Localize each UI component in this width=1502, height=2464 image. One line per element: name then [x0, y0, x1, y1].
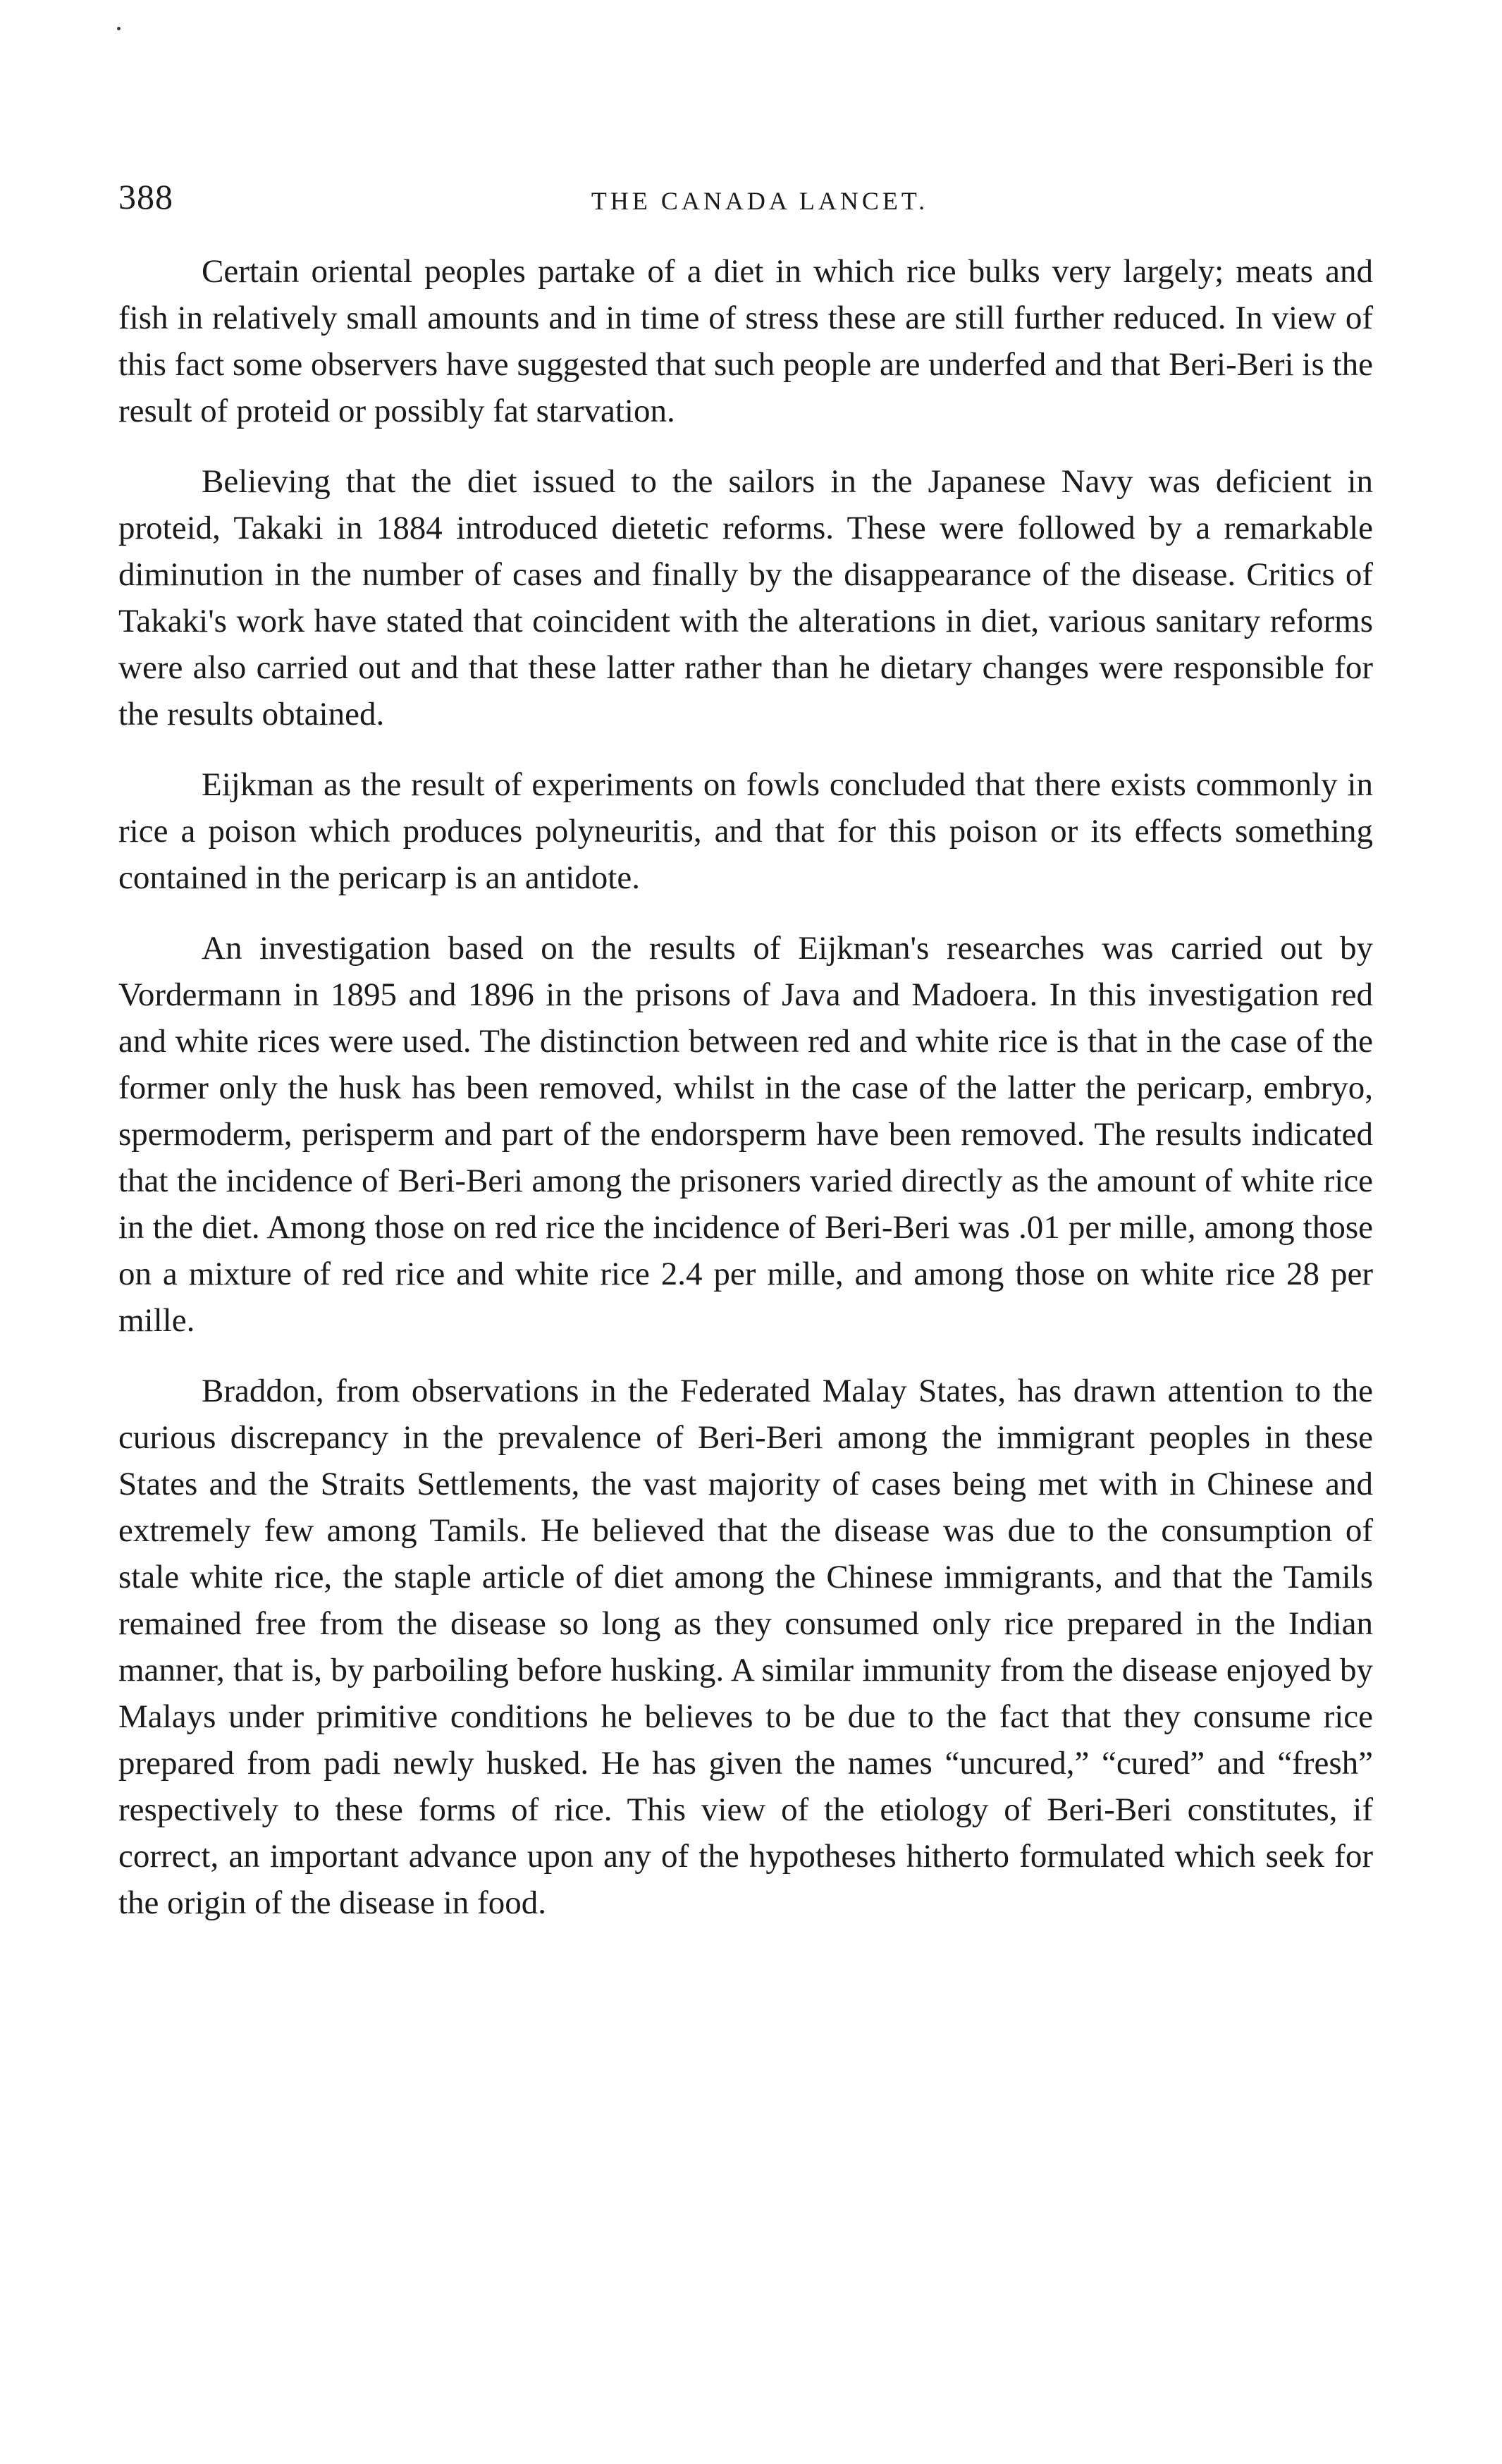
running-head: THE CANADA LANCET.	[591, 187, 929, 215]
paragraph: Eijkman as the result of experiments on fowls concluded that there exists commonly in rice a poison which produces polyneuritis, and that for this poison or its effects something contained in the pericarp is an antidote.	[118, 766, 1373, 896]
paragraph: Believing that the diet issued to the sailors in the Japanese Navy was deficient in proteid, Takaki in 1884 introduced dietetic reforms. These were followed by a remarkable diminution in the number of cases and finally by the disappearance of the disease. Critics of Takaki's work have stated that coincident with the alterations in diet, various sanitary reforms were also carried out and that these latter rather than he dietary changes were responsible for the results obtained.	[118, 463, 1373, 733]
print-speck	[117, 27, 121, 30]
paragraph: Certain oriental peoples partake of a diet in which rice bulks very largely; meats and fish in relatively small amounts and in time of stress these are still further reduced. In view of this fact some observers have suggested that such people are underfed and that Beri-Beri is the result of proteid or possibly fat starvation.	[118, 253, 1373, 429]
article-body	[118, 248, 1373, 1950]
page-header	[118, 172, 1373, 221]
page-number: 388	[118, 177, 173, 216]
paragraph: An investigation based on the results of Eijkman's researches was carried out by Vordermann in 1895 and 1896 in the prisons of Java and Madoera. In this investigation red and white rices were used. The distinction between red and white rice is that in the case of the former only the husk has been removed, whilst in the case of the latter the pericarp, embryo, spermoderm, perisperm and part of the endorsperm have been removed. The results indicated that the incidence of Beri-Beri among the prisoners varied directly as the amount of white rice in the diet. Among those on red rice the incidence of Beri-Beri was .01 per mille, among those on a mixture of red rice and white rice 2.4 per mille, and among those on white rice 28 per mille.	[118, 930, 1373, 1339]
paragraph: Braddon, from observations in the Federated Malay States, has drawn attention to the curious discrepancy in the prevalence of Beri-Beri among the immigrant peoples in these States and the Straits Settlements, the vast majority of cases being met with in Chinese and extremely few among Tamils. He believed that the disease was due to the consumption of stale white rice, the staple article of diet among the Chinese immigrants, and that the Tamils remained free from the disease so long as they consumed only rice prepared in the Indian manner, that is, by parboiling before husking. A similar immunity from the disease enjoyed by Malays under primitive conditions he believes to be due to the fact that they consume rice prepared from padi newly husked. He has given the names “uncured,” “cured” and “fresh” respectively to these forms of rice. This view of the etiology of Beri-Beri constitutes, if correct, an important advance upon any of the hypotheses hitherto formulated which seek for the origin of the disease in food.	[118, 1373, 1373, 1921]
